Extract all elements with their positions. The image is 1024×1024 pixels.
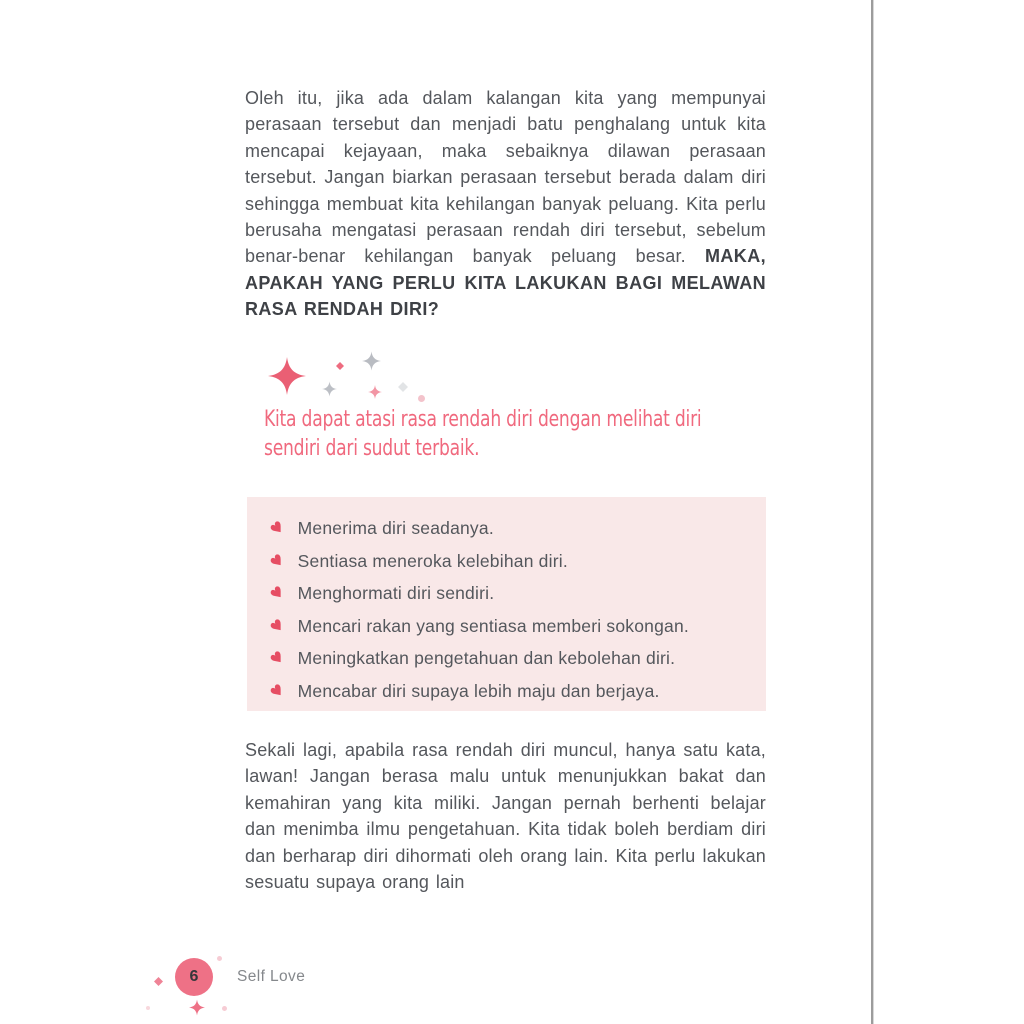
sparkle-star-icon [189,999,205,1016]
page-edge-line [871,0,874,1024]
sparkle-dot-icon [217,956,222,961]
sparkle-star-icon [362,351,381,371]
tip-text: Sentiasa meneroka kelebihan diri. [297,550,568,571]
heart-bullet-icon: ♥ [266,516,289,540]
sparkle-diamond-icon [336,362,344,370]
tip-text: Menerima diri seadanya. [297,518,494,538]
tips-box [247,497,766,711]
tip-text: Mencabar diri supaya lebih maju dan berjaya. [297,680,660,701]
book-title: Self Love [237,968,306,985]
list-item [266,679,754,702]
sparkle-diamond-icon [154,977,163,986]
tips-list [266,516,754,702]
sparkle-decoration [262,348,437,406]
list-item [266,581,754,605]
sparkle-star-icon [268,356,306,396]
sparkle-diamond-icon [398,382,408,392]
heart-bullet-icon: ♥ [266,614,289,637]
quote-text [264,405,787,463]
sparkle-dot-icon [418,395,425,402]
quote-line-1: Kita dapat atasi rasa rendah diri dengan melihat diri [264,407,702,432]
sparkle-dot-icon [222,1006,227,1011]
page-number: 6 [189,968,199,985]
tip-text: Mencari rakan yang sentiasa memberi sokongan. [297,615,689,636]
list-item [266,516,754,540]
quote-line-2: sendiri dari sudut terbaik. [264,436,480,461]
paragraph-top-text: Oleh itu, jika ada dalam kalangan kita yang mempunyai perasaan tersebut dan menjadi batu penghalang untuk kita mencapai kejayaan, maka sebaiknya dilawan perasaan tersebut. Jangan biarkan perasaan tersebut berada dalam diri sehingga membuat kita kehilangan banyak peluang. Kita perlu berusaha mengatasi perasaan rendah diri tersebut, sebelum benar-benar kehilangan banyak peluang besar. [245,88,766,267]
heart-bullet-icon: ♥ [266,679,289,702]
sparkle-dot-icon [146,1006,150,1010]
tip-text: Menghormati diri sendiri. [297,583,495,603]
sparkle-star-icon [368,385,382,399]
heart-bullet-icon: ♥ [266,581,289,605]
paragraph-bottom: Sekali lagi, apabila rasa rendah diri muncul, hanya satu kata, lawan! Jangan berasa malu untuk menunjukkan bakat dan kemahiran yang kita miliki. Jangan pernah berhenti belajar dan menimba ilmu pengetahuan. Kita tidak boleh berdiam diri dan berharap diri dihormati oleh orang lain. Kita perlu lakukan sesuatu supaya orang lain [245,740,766,893]
paragraph-top [245,85,766,323]
list-item [266,646,754,670]
page-number-badge [175,958,213,996]
sparkle-star-icon [322,381,337,397]
tip-text: Meningkatkan pengetahuan dan kebolehan diri. [297,648,676,668]
list-item [266,549,754,572]
paragraph-top-emphasis: MAKA, APAKAH YANG PERLU KITA LAKUKAN BAGI MELAWAN RASA RENDAH DIRI? [245,246,766,320]
heart-bullet-icon: ♥ [266,549,289,572]
list-item [266,614,754,637]
heart-bullet-icon: ♥ [266,646,289,670]
